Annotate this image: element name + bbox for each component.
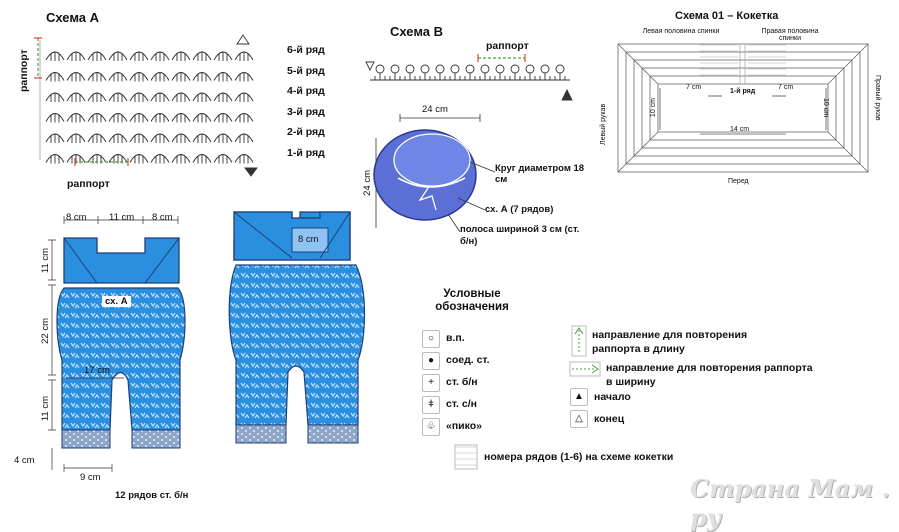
stitch-post (51, 52, 59, 61)
legend-item-label: в.п. (446, 332, 465, 344)
scheme-a-row-label: 5-й ряд (287, 64, 325, 77)
stitch-post (51, 155, 59, 164)
single-crochet-icon: + (422, 374, 440, 392)
stitch-post (219, 155, 227, 164)
picot-post (555, 73, 565, 80)
picot-stitch (541, 65, 549, 73)
stitch-post (177, 93, 185, 102)
picot-stitch (391, 65, 399, 73)
stitch-post (93, 52, 101, 61)
stitch-post (51, 73, 59, 82)
stitch-post (198, 93, 206, 102)
picot-post (540, 73, 550, 80)
stitch-post (156, 155, 164, 164)
stitch-post (135, 134, 143, 143)
stitch-post (156, 73, 164, 82)
scheme-b-title: Схема В (390, 24, 444, 39)
stitch-post (135, 93, 143, 102)
legend-row-numbers: номера рядов (1-6) на схеме кокетки (484, 451, 674, 463)
legend-right-label: направление для повторения раппорта в ширину (606, 362, 813, 388)
hat-dim-side: 24 cm (362, 170, 373, 196)
pants-dim-body: 22 cm (40, 318, 51, 344)
stitch-post (240, 134, 248, 143)
hat-dim-top: 24 cm (422, 104, 448, 115)
picot-post (405, 73, 415, 80)
scheme-a-row-label: 1-й ряд (287, 146, 325, 159)
picot-post (525, 73, 535, 80)
stitch-post (198, 52, 206, 61)
stitch-post (198, 134, 206, 143)
stitch-post (198, 155, 206, 164)
stitch-post (135, 52, 143, 61)
slip-stitch-icon: ● (422, 352, 440, 370)
stitch-post (219, 93, 227, 102)
stitch-post (114, 73, 122, 82)
pants-cuff-note: 12 рядов ст. б/н (115, 490, 189, 501)
picot-stitch (556, 65, 564, 73)
scheme-b-chart (366, 54, 572, 100)
picot-post (495, 73, 505, 80)
pants-scheme-label: сх. А (102, 296, 131, 307)
picot-stitch (496, 65, 504, 73)
yoke-left-sleeve: Левый рукав (600, 103, 607, 145)
pants-dim-cuff-width: 9 cm (80, 472, 101, 483)
stitch-post (240, 155, 248, 164)
legend-item-label: ст. б/н (446, 376, 478, 388)
stitch-post (156, 114, 164, 123)
pants-dim-leg: 11 cm (40, 396, 51, 422)
picot-stitch (451, 65, 459, 73)
stitch-post (72, 52, 80, 61)
picot-stitch (421, 65, 429, 73)
legend-right-label: направление для повторения раппорта в длину (592, 329, 748, 355)
stitch-post (240, 73, 248, 82)
pants-dim-top-right: 8 cm (152, 212, 173, 223)
scheme-a-row-label: 6-й ряд (287, 44, 325, 56)
stitch-post (177, 155, 185, 164)
yoke-dim-7-right: 7 cm (778, 84, 794, 91)
stitch-post (114, 52, 122, 61)
pants-dim-leg-width: 17 cm (84, 365, 110, 376)
yoke-left-back: Левая половина спинки (642, 28, 720, 35)
stitch-post (72, 134, 80, 143)
stitch-post (177, 114, 185, 123)
pants-dim-bib: 11 cm (40, 248, 51, 274)
picot-post (465, 73, 475, 80)
stitch-post (135, 155, 143, 164)
picot-post (375, 73, 385, 80)
stitch-post (219, 134, 227, 143)
picot-post (450, 73, 460, 80)
picot-stitch (511, 65, 519, 73)
stitch-post (72, 114, 80, 123)
stitch-post (135, 73, 143, 82)
picot-post (390, 73, 400, 80)
scheme-a-row-label: 4-й ряд (287, 85, 325, 97)
double-crochet-icon: ǂ (422, 396, 440, 414)
stitch-post (177, 134, 185, 143)
pants-front (48, 216, 185, 472)
stitch-post (93, 93, 101, 102)
pants-dim-top-mid: 11 cm (109, 212, 135, 223)
stitch-post (114, 114, 122, 123)
stitch-post (240, 52, 248, 61)
hat-illustration (374, 114, 495, 232)
picot-icon: ♧ (422, 418, 440, 436)
legend-title: Условные обозначения (435, 288, 509, 313)
scheme-a-row-label: 3-й ряд (287, 105, 325, 118)
chain-icon: ○ (422, 330, 440, 348)
hat-circle-note: Круг диаметром 18 см (495, 163, 585, 185)
picot-stitch (466, 65, 474, 73)
pants-dim-top-left: 8 cm (66, 212, 87, 223)
start-icon: ▲ (570, 388, 588, 406)
stitch-post (51, 93, 59, 102)
scheme-a-row-label: 2-й ряд (287, 126, 325, 138)
picot-stitch (526, 65, 534, 73)
scheme-a-chart (34, 35, 257, 176)
stitch-post (114, 93, 122, 102)
yoke-front: Перед (728, 178, 749, 185)
pants-back-dim: 8 cm (298, 234, 319, 245)
yoke-dim-7-left: 7 cm (686, 84, 702, 91)
legend-item-label: «пико» (446, 420, 483, 432)
stitch-post (72, 93, 80, 102)
yoke-title: Схема 01 – Кокетка (675, 10, 779, 22)
stitch-post (93, 114, 101, 123)
stitch-post (240, 114, 248, 123)
stitch-post (93, 73, 101, 82)
scheme-a-repeat-horizontal: раппорт (67, 178, 110, 190)
picot-stitch (481, 65, 489, 73)
picot-stitch (436, 65, 444, 73)
stitch-post (135, 114, 143, 123)
stitch-post (198, 73, 206, 82)
yoke-dim-10-left: 10 cm (650, 98, 657, 118)
legend-item-label: ст. с/н (446, 398, 477, 410)
stitch-post (219, 73, 227, 82)
yoke-dim-14: 14 cm (730, 126, 750, 133)
pants-dim-cuff: 4 cm (14, 455, 35, 466)
legend-right-label: начало (594, 391, 631, 403)
stitch-post (72, 73, 80, 82)
stitch-post (219, 114, 227, 123)
stitch-post (51, 114, 59, 123)
stitch-post (156, 52, 164, 61)
stitch-post (219, 52, 227, 61)
scheme-b-repeat-label: раппорт (486, 40, 529, 52)
stitch-post (156, 134, 164, 143)
stitch-post (177, 73, 185, 82)
picot-post (510, 73, 520, 80)
stitch-post (198, 114, 206, 123)
yoke-right-back: Правая половина спинки (761, 28, 819, 42)
picot-stitch (406, 65, 414, 73)
hat-scheme-note: сх. А (7 рядов) (485, 204, 554, 215)
stitch-post (93, 134, 101, 143)
scheme-a-title: Схема А (46, 10, 100, 25)
yoke-row1: 1-й ряд (730, 88, 756, 95)
picot-stitch (376, 65, 384, 73)
legend-right-label: конец (594, 413, 625, 425)
legend-item-label: соед. ст. (446, 354, 490, 366)
yoke-dim-10-right: 10 cm (822, 98, 829, 118)
stitch-post (114, 134, 122, 143)
stitch-post (177, 52, 185, 61)
pants-back (229, 212, 364, 443)
picot-post (480, 73, 490, 80)
hat-strip-note: полоса шириной 3 см (ст. б/н) (460, 224, 580, 247)
picot-post (435, 73, 445, 80)
picot-post (420, 73, 430, 80)
yoke-right-sleeve: Правый рукав (874, 75, 881, 121)
stitch-post (51, 134, 59, 143)
stitch-post (156, 93, 164, 102)
end-icon: △ (570, 410, 588, 428)
stitch-post (240, 93, 248, 102)
watermark: Страна Мам . ру (690, 474, 890, 532)
scheme-a-repeat-vertical: раппорт (18, 49, 30, 92)
